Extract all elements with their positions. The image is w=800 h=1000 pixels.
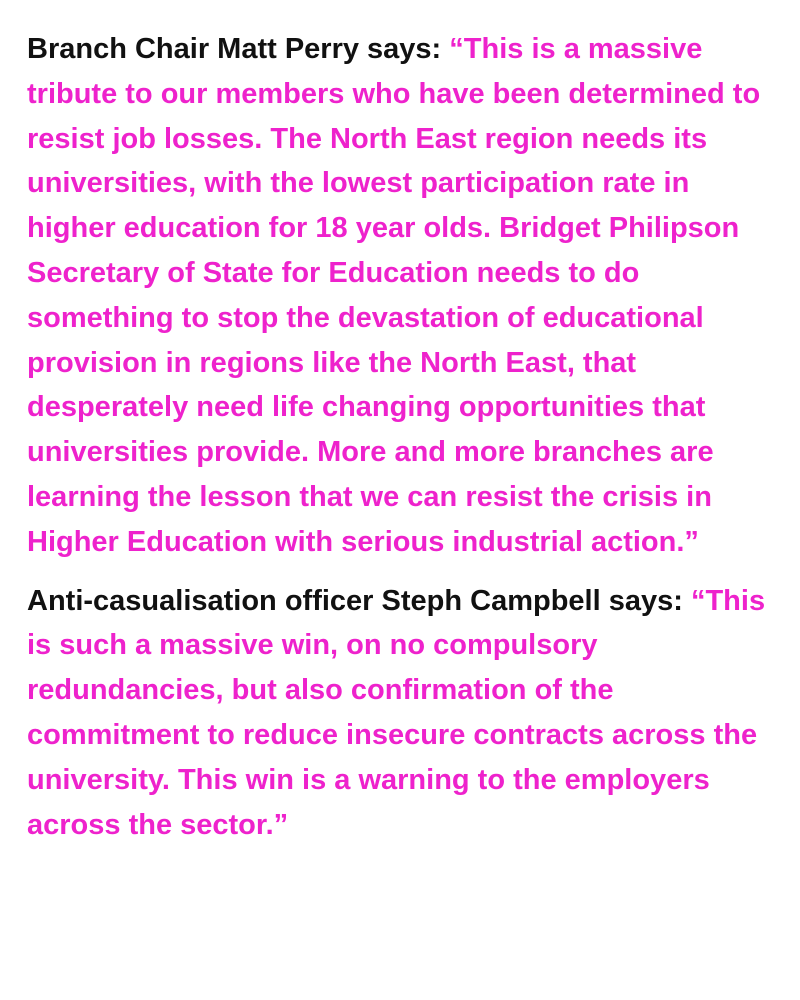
speaker-intro: Anti-casualisation officer Steph Campbell says: <box>27 584 683 617</box>
quote-text: “This is a massive tribute to our members who have been determined to resist job losses. The North East region needs its universities, with the lowest participation rate in higher education for 18 year olds. Bridget Philipson Secretary of State for Education needs to do something to stop the devastation of educational provision in regions like the North East, that desperately need life changing opportunities that universities provide. More and more branches are learning the lesson that we can resist the crisis in Higher Education with serious industrial action.” <box>27 33 761 558</box>
quote-block-steph-campbell <box>27 579 774 848</box>
speaker-intro: Branch Chair Matt Perry says: <box>27 33 442 65</box>
quote-text: “This is such a massive win, on no compulsory redundancies, but also confirmation of the commitment to reduce insecure contracts across the university. This win is a warning to the employers across the sector.” <box>27 584 766 841</box>
quote-block-matt-perry <box>27 27 774 565</box>
